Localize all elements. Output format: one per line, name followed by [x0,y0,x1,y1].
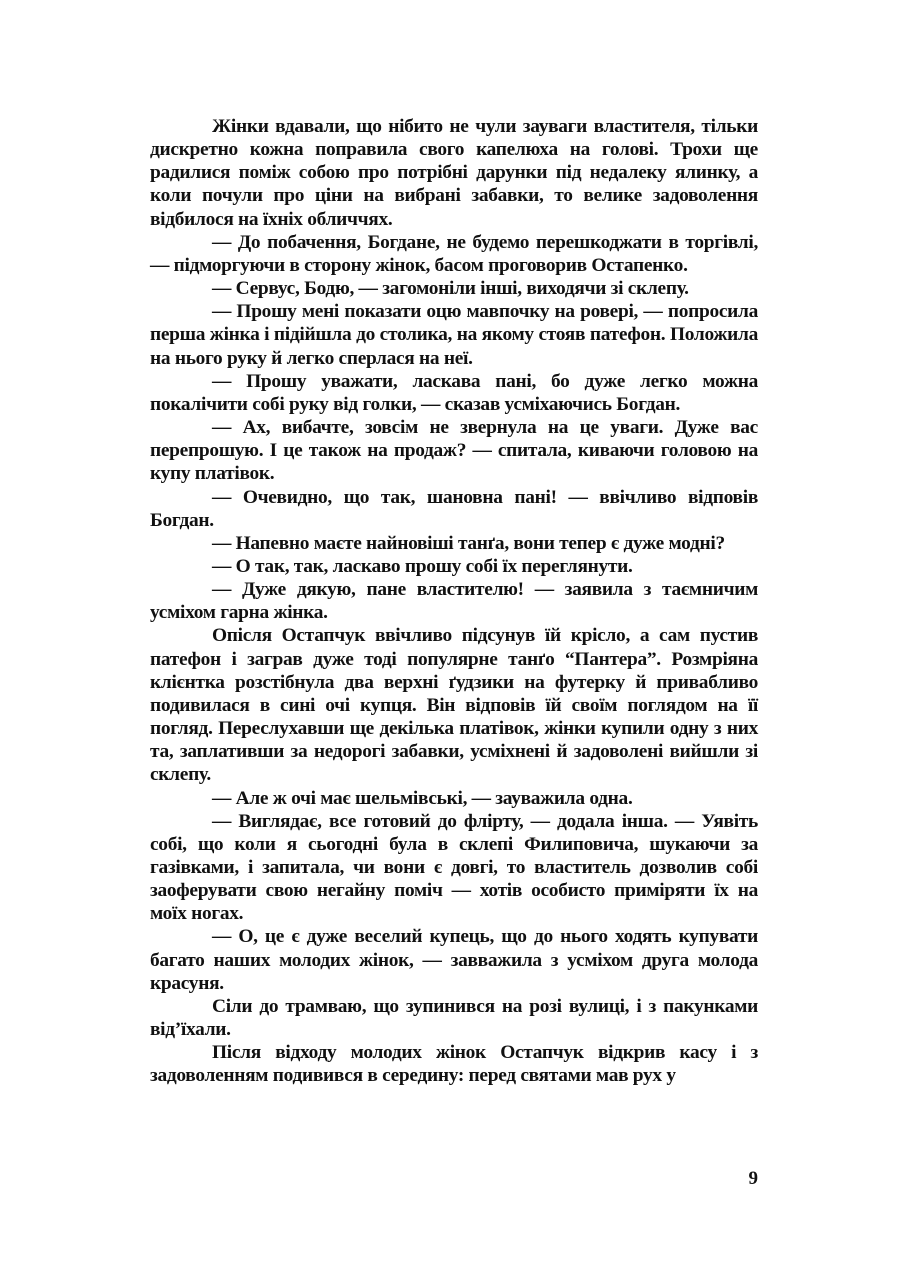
paragraph: Після відходу молодих жінок Остапчук відкрив касу і з задоволенням подивився в середину: перед святами мав рух у [150,1042,758,1087]
body-text [150,115,758,1088]
paragraph: — О так, так, ласкаво прошу собі їх переглянути. [212,555,633,577]
paragraph: Опісля Остапчук ввічливо підсунув їй крісло, а сам пустив патефон і заграв дуже тоді популярне танґо “Пантера”. Розмріяна клієнтка розстібнула два верхні ґудзики на футерку й привабливо подивилася в сині очі купця. Він відповів їй своїм поглядом на її погляд. Переслухавши ще декілька платівок, жінки купили одну з них та, заплативши за недорогі забавки, усміхнені й задоволені вийшли зі склепу. [150,625,758,786]
paragraph: — Очевидно, що так, шановна пані! — ввічливо відповів Богдан. [150,486,758,531]
paragraph: — Прошу мені показати оцю мавпочку на ровері, — попросила перша жінка і підійшла до столика, на якому стояв патефон. Положила на нього руку й легко сперлася на неї. [150,301,758,369]
paragraph: — Але ж очі має шельмівські, — зауважила одна. [212,787,633,809]
paragraph: — Напевно маєте найновіші танґа, вони тепер є дуже модні? [212,532,725,554]
paragraph: — Виглядає, все готовий до флірту, — додала інша. — Уявіть собі, що коли я сьогодні була в склепі Филиповича, шукаючи за газівками, і запитала, чи вони є довгі, то властитель дозволив собі заоферувати свою негайну поміч — хотів особисто приміряти їх на моїх ногах. [150,810,758,925]
page-number: 9 [748,1168,758,1189]
paragraph: — Дуже дякую, пане властителю! — заявила з таємничим усміхом гарна жінка. [150,579,758,624]
paragraph: — Ах, вибачте, зовсім не звернула на це уваги. Дуже вас перепрошую. І це також на продаж? — спитала, киваючи головою на купу платівок. [150,417,758,485]
paragraph: — О, це є дуже веселий купець, що до нього ходять купувати багато наших молодих жінок, — завважила з усміхом друга молода красуня. [150,926,758,994]
paragraph: — Прошу уважати, ласкава пані, бо дуже легко можна покалічити собі руку від голки, — сказав усміхаючись Богдан. [150,370,758,415]
paragraph: — Сервус, Бодю, — загомоніли інші, виходячи зі склепу. [212,278,689,300]
paragraph: — До побачення, Богдане, не будемо перешкоджати в торгівлі, — підморгуючи в сторону жінок, басом проговорив Остапенко. [150,231,758,276]
paragraph: Сіли до трамваю, що зупинився на розі вулиці, і з пакунками від’їхали. [150,995,758,1041]
paragraph: Жінки вдавали, що нібито не чули зауваги властителя, тільки дискретно кожна поправила свого капелюха на голові. Трохи ще радилися поміж собою про потрібні дарунки під недалеку ялинку, а коли почули про ціни на вибрані забавки, то велике задоволення відбилося на їхніх обличчях. [150,116,758,230]
